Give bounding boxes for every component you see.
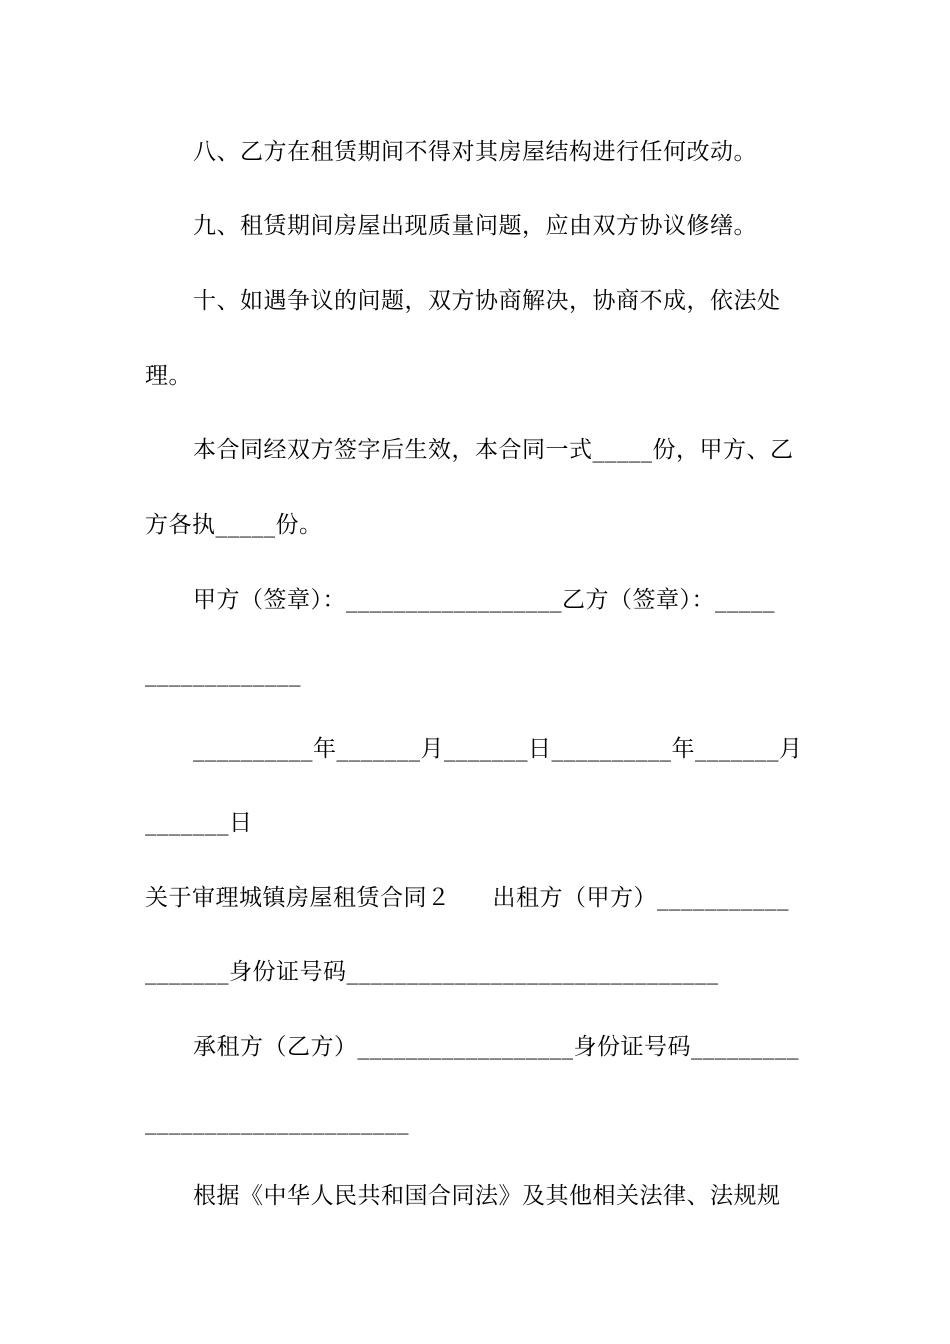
lessor-id-line: _______身份证号码_______________________________ [145, 959, 719, 985]
clause-10: 十、如遇争议的问题，双方协商解决，协商不成，依法处 [193, 288, 781, 314]
effectiveness-paragraph-continued: 方各执_____份。 [145, 512, 323, 538]
clause-8: 八、乙方在租赁期间不得对其房屋结构进行任何改动。 [193, 139, 757, 165]
date-line: __________年_______月_______日__________年_______月 [193, 736, 803, 762]
legal-basis-paragraph: 根据《中华人民共和国合同法》及其他相关法律、法规规 [193, 1183, 781, 1209]
signature-line: 甲方（签章）：__________________乙方（签章）：_____ [193, 587, 775, 613]
section-heading: 关于审理城镇房屋租赁合同２ [145, 885, 451, 911]
clause-9: 九、租赁期间房屋出现质量问题，应由双方协议修缮。 [193, 213, 757, 239]
lessor-field: 出租方（甲方）___________ [492, 885, 789, 911]
lessee-line: 承租方（乙方）__________________身份证号码_________ [193, 1034, 799, 1060]
clause-10-continued: 理。 [145, 363, 192, 389]
effectiveness-paragraph: 本合同经双方签字后生效，本合同一式_____份，甲方、乙 [193, 437, 794, 463]
section-heading-line [145, 883, 805, 913]
date-line-continued: _______日 [145, 810, 253, 836]
lessee-line-continued: ______________________ [145, 1109, 409, 1135]
signature-line-continued: _____________ [145, 661, 301, 687]
